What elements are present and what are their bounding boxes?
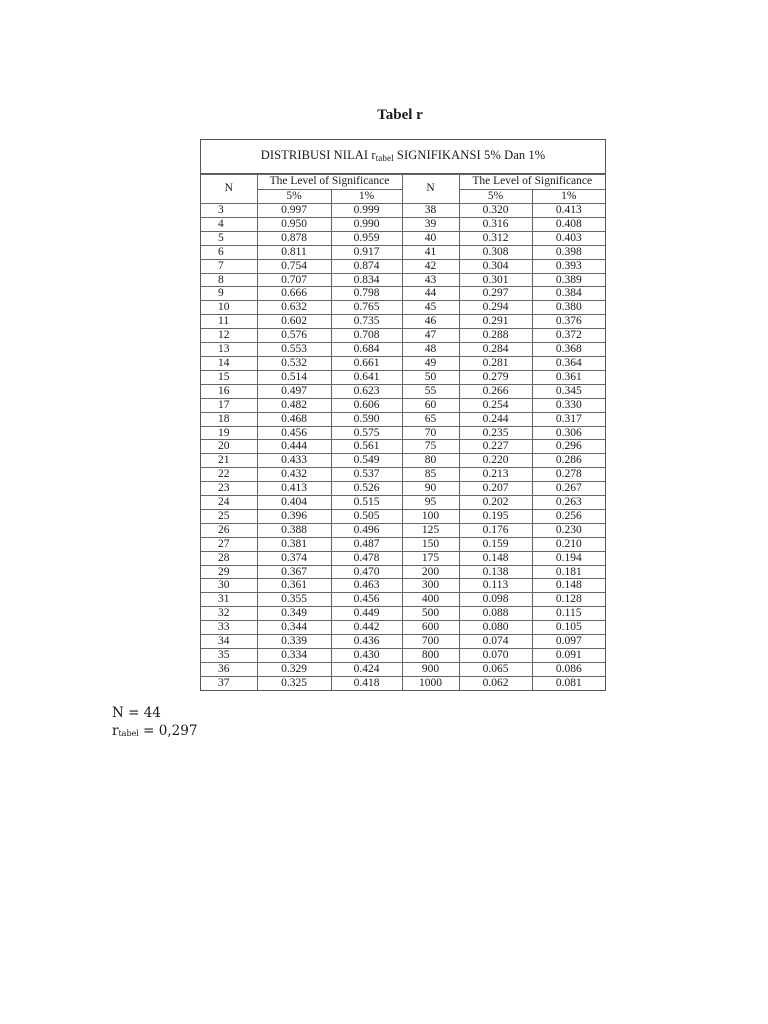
cell-r1-right: 0.398	[532, 245, 605, 259]
cell-r5-right: 0.254	[459, 398, 532, 412]
cell-r5-right: 0.227	[459, 440, 532, 454]
cell-r5-left: 0.878	[257, 231, 331, 245]
cell-r1-right: 0.393	[532, 259, 605, 273]
table-row	[201, 204, 605, 218]
cell-r5-right: 0.088	[459, 607, 532, 621]
cell-r1-right: 0.278	[532, 468, 605, 482]
cell-r5-right: 0.288	[459, 329, 532, 343]
cell-n-right: 48	[402, 343, 459, 357]
cell-r1-left: 0.641	[331, 370, 402, 384]
table-row	[201, 273, 605, 287]
cell-n-left: 6	[201, 245, 257, 259]
table-header-row	[201, 175, 605, 190]
header-n-right: N	[402, 175, 459, 204]
cell-r5-left: 0.497	[257, 384, 331, 398]
cell-n-left: 22	[201, 468, 257, 482]
table-row	[201, 412, 605, 426]
cell-r1-left: 0.526	[331, 482, 402, 496]
result-r-line	[112, 722, 197, 743]
cell-n-right: 900	[402, 662, 459, 676]
cell-r1-left: 0.798	[331, 287, 402, 301]
cell-n-right: 55	[402, 384, 459, 398]
cell-r1-right: 0.330	[532, 398, 605, 412]
cell-r1-left: 0.735	[331, 315, 402, 329]
cell-r1-right: 0.267	[532, 482, 605, 496]
cell-r1-left: 0.449	[331, 607, 402, 621]
cell-n-left: 10	[201, 301, 257, 315]
page-title: Tabel r	[377, 107, 423, 123]
cell-r5-right: 0.266	[459, 384, 532, 398]
cell-n-right: 400	[402, 593, 459, 607]
table-row	[201, 287, 605, 301]
cell-r1-right: 0.376	[532, 315, 605, 329]
cell-n-right: 39	[402, 217, 459, 231]
cell-r1-right: 0.364	[532, 356, 605, 370]
cell-r1-right: 0.086	[532, 662, 605, 676]
cell-r1-right: 0.181	[532, 565, 605, 579]
cell-r1-left: 0.561	[331, 440, 402, 454]
cell-r1-right: 0.230	[532, 523, 605, 537]
cell-n-left: 35	[201, 649, 257, 663]
cell-n-left: 11	[201, 315, 257, 329]
table-row	[201, 579, 605, 593]
cell-n-right: 1000	[402, 676, 459, 689]
cell-n-left: 30	[201, 579, 257, 593]
cell-n-left: 37	[201, 676, 257, 689]
table-row	[201, 301, 605, 315]
header-1pct-left: 1%	[331, 189, 402, 204]
cell-r5-right: 0.207	[459, 482, 532, 496]
cell-n-left: 28	[201, 551, 257, 565]
cell-r5-right: 0.176	[459, 523, 532, 537]
header-significance-right: The Level of Significance	[459, 175, 605, 190]
cell-r5-right: 0.220	[459, 454, 532, 468]
cell-n-left: 17	[201, 398, 257, 412]
cell-n-left: 32	[201, 607, 257, 621]
header-5pct-left: 5%	[257, 189, 331, 204]
result-n-line: N = 44	[112, 705, 161, 721]
cell-r5-right: 0.320	[459, 204, 532, 218]
cell-n-right: 150	[402, 537, 459, 551]
cell-r1-right: 0.317	[532, 412, 605, 426]
cell-n-right: 44	[402, 287, 459, 301]
cell-n-right: 125	[402, 523, 459, 537]
cell-r1-left: 0.537	[331, 468, 402, 482]
cell-r5-right: 0.098	[459, 593, 532, 607]
cell-n-left: 33	[201, 621, 257, 635]
cell-n-right: 70	[402, 426, 459, 440]
header-5pct-right: 5%	[459, 189, 532, 204]
cell-r5-left: 0.997	[257, 204, 331, 218]
table-row	[201, 593, 605, 607]
cell-r5-right: 0.148	[459, 551, 532, 565]
table-row	[201, 468, 605, 482]
r-table-container	[200, 139, 606, 691]
cell-r5-right: 0.080	[459, 621, 532, 635]
cell-n-right: 90	[402, 482, 459, 496]
cell-r1-left: 0.442	[331, 621, 402, 635]
cell-r1-right: 0.296	[532, 440, 605, 454]
cell-n-left: 34	[201, 635, 257, 649]
cell-r1-left: 0.917	[331, 245, 402, 259]
cell-r1-left: 0.999	[331, 204, 402, 218]
cell-r5-left: 0.754	[257, 259, 331, 273]
cell-r1-right: 0.361	[532, 370, 605, 384]
cell-r5-left: 0.367	[257, 565, 331, 579]
cell-r1-left: 0.436	[331, 635, 402, 649]
cell-r5-left: 0.811	[257, 245, 331, 259]
cell-r1-right: 0.194	[532, 551, 605, 565]
cell-r5-left: 0.374	[257, 551, 331, 565]
cell-r5-right: 0.213	[459, 468, 532, 482]
table-row	[201, 551, 605, 565]
cell-r1-right: 0.148	[532, 579, 605, 593]
cell-r1-right: 0.306	[532, 426, 605, 440]
cell-r1-right: 0.256	[532, 509, 605, 523]
table-row	[201, 496, 605, 510]
cell-n-left: 31	[201, 593, 257, 607]
cell-n-right: 300	[402, 579, 459, 593]
cell-r1-left: 0.990	[331, 217, 402, 231]
cell-r1-left: 0.590	[331, 412, 402, 426]
cell-r5-right: 0.138	[459, 565, 532, 579]
cell-r1-right: 0.408	[532, 217, 605, 231]
table-row	[201, 217, 605, 231]
cell-r5-left: 0.334	[257, 649, 331, 663]
table-row	[201, 635, 605, 649]
cell-n-left: 4	[201, 217, 257, 231]
cell-r1-right: 0.403	[532, 231, 605, 245]
cell-r5-left: 0.666	[257, 287, 331, 301]
cell-r5-left: 0.950	[257, 217, 331, 231]
cell-n-right: 47	[402, 329, 459, 343]
cell-n-right: 700	[402, 635, 459, 649]
cell-r1-right: 0.368	[532, 343, 605, 357]
cell-n-left: 23	[201, 482, 257, 496]
cell-r5-right: 0.070	[459, 649, 532, 663]
cell-r5-left: 0.632	[257, 301, 331, 315]
cell-n-left: 8	[201, 273, 257, 287]
result-r-prefix: r	[112, 723, 119, 739]
cell-r5-right: 0.062	[459, 676, 532, 689]
cell-n-right: 175	[402, 551, 459, 565]
cell-r1-right: 0.128	[532, 593, 605, 607]
table-row	[201, 482, 605, 496]
caption-suffix: SIGNIFIKANSI 5% Dan 1%	[393, 148, 546, 162]
cell-n-left: 20	[201, 440, 257, 454]
cell-r5-right: 0.244	[459, 412, 532, 426]
cell-n-right: 100	[402, 509, 459, 523]
table-row	[201, 231, 605, 245]
cell-r1-left: 0.505	[331, 509, 402, 523]
cell-r5-right: 0.113	[459, 579, 532, 593]
cell-n-right: 85	[402, 468, 459, 482]
cell-r5-right: 0.294	[459, 301, 532, 315]
cell-n-left: 14	[201, 356, 257, 370]
cell-r5-left: 0.329	[257, 662, 331, 676]
cell-r1-right: 0.384	[532, 287, 605, 301]
cell-r1-right: 0.380	[532, 301, 605, 315]
cell-r1-left: 0.834	[331, 273, 402, 287]
cell-r5-right: 0.291	[459, 315, 532, 329]
cell-r5-left: 0.482	[257, 398, 331, 412]
cell-n-left: 21	[201, 454, 257, 468]
table-row	[201, 440, 605, 454]
cell-r1-left: 0.470	[331, 565, 402, 579]
cell-r5-left: 0.468	[257, 412, 331, 426]
cell-r5-right: 0.297	[459, 287, 532, 301]
table-row	[201, 259, 605, 273]
cell-r5-right: 0.065	[459, 662, 532, 676]
table-row	[201, 509, 605, 523]
cell-n-left: 24	[201, 496, 257, 510]
cell-r5-right: 0.195	[459, 509, 532, 523]
cell-n-right: 49	[402, 356, 459, 370]
table-caption	[201, 140, 605, 174]
cell-r5-left: 0.432	[257, 468, 331, 482]
cell-r1-left: 0.874	[331, 259, 402, 273]
cell-r5-left: 0.456	[257, 426, 331, 440]
cell-r1-left: 0.959	[331, 231, 402, 245]
cell-r5-left: 0.381	[257, 537, 331, 551]
cell-n-right: 43	[402, 273, 459, 287]
header-1pct-right: 1%	[532, 189, 605, 204]
table-row	[201, 649, 605, 663]
cell-n-left: 19	[201, 426, 257, 440]
result-block	[112, 704, 197, 743]
table-row	[201, 343, 605, 357]
table-row	[201, 398, 605, 412]
cell-r5-left: 0.413	[257, 482, 331, 496]
cell-n-left: 29	[201, 565, 257, 579]
cell-r5-right: 0.312	[459, 231, 532, 245]
table-row	[201, 384, 605, 398]
cell-n-left: 27	[201, 537, 257, 551]
cell-n-left: 16	[201, 384, 257, 398]
cell-r5-left: 0.344	[257, 621, 331, 635]
cell-n-right: 41	[402, 245, 459, 259]
cell-n-left: 13	[201, 343, 257, 357]
cell-r5-left: 0.325	[257, 676, 331, 689]
caption-prefix: DISTRIBUSI NILAI r	[260, 148, 376, 162]
cell-n-left: 15	[201, 370, 257, 384]
cell-n-left: 25	[201, 509, 257, 523]
table-row	[201, 426, 605, 440]
cell-r5-right: 0.159	[459, 537, 532, 551]
cell-n-left: 18	[201, 412, 257, 426]
cell-n-right: 38	[402, 204, 459, 218]
table-row	[201, 454, 605, 468]
cell-r1-left: 0.515	[331, 496, 402, 510]
cell-r5-right: 0.316	[459, 217, 532, 231]
cell-r5-right: 0.308	[459, 245, 532, 259]
cell-r1-left: 0.606	[331, 398, 402, 412]
cell-n-right: 45	[402, 301, 459, 315]
cell-r5-left: 0.532	[257, 356, 331, 370]
cell-n-left: 9	[201, 287, 257, 301]
cell-r5-left: 0.349	[257, 607, 331, 621]
cell-r5-left: 0.602	[257, 315, 331, 329]
cell-r1-left: 0.575	[331, 426, 402, 440]
cell-n-left: 26	[201, 523, 257, 537]
cell-n-left: 5	[201, 231, 257, 245]
cell-r5-left: 0.707	[257, 273, 331, 287]
cell-r5-left: 0.388	[257, 523, 331, 537]
cell-r1-left: 0.623	[331, 384, 402, 398]
cell-r5-left: 0.339	[257, 635, 331, 649]
cell-n-right: 800	[402, 649, 459, 663]
cell-r1-left: 0.487	[331, 537, 402, 551]
cell-n-left: 36	[201, 662, 257, 676]
table-row	[201, 356, 605, 370]
cell-r5-right: 0.235	[459, 426, 532, 440]
cell-n-left: 3	[201, 204, 257, 218]
cell-r1-right: 0.372	[532, 329, 605, 343]
cell-r1-right: 0.091	[532, 649, 605, 663]
cell-r5-left: 0.444	[257, 440, 331, 454]
cell-r1-right: 0.097	[532, 635, 605, 649]
table-row	[201, 565, 605, 579]
cell-r1-right: 0.263	[532, 496, 605, 510]
cell-r5-right: 0.304	[459, 259, 532, 273]
table-row	[201, 245, 605, 259]
cell-r1-left: 0.424	[331, 662, 402, 676]
cell-r5-left: 0.404	[257, 496, 331, 510]
cell-n-right: 60	[402, 398, 459, 412]
cell-r5-left: 0.576	[257, 329, 331, 343]
table-row	[201, 662, 605, 676]
cell-n-right: 600	[402, 621, 459, 635]
cell-n-right: 40	[402, 231, 459, 245]
table-row	[201, 676, 605, 689]
cell-n-right: 46	[402, 315, 459, 329]
header-n-left: N	[201, 175, 257, 204]
cell-r1-left: 0.661	[331, 356, 402, 370]
cell-r1-left: 0.765	[331, 301, 402, 315]
cell-r5-right: 0.202	[459, 496, 532, 510]
cell-r5-right: 0.281	[459, 356, 532, 370]
cell-n-right: 42	[402, 259, 459, 273]
cell-r1-left: 0.549	[331, 454, 402, 468]
cell-r5-right: 0.279	[459, 370, 532, 384]
cell-n-right: 75	[402, 440, 459, 454]
cell-r1-right: 0.286	[532, 454, 605, 468]
cell-r1-right: 0.210	[532, 537, 605, 551]
cell-r1-left: 0.496	[331, 523, 402, 537]
cell-n-left: 12	[201, 329, 257, 343]
cell-n-right: 50	[402, 370, 459, 384]
r-table	[201, 174, 605, 690]
result-r-subscript: tabel	[118, 729, 139, 738]
cell-n-left: 7	[201, 259, 257, 273]
table-row	[201, 607, 605, 621]
cell-r5-left: 0.433	[257, 454, 331, 468]
cell-r1-right: 0.345	[532, 384, 605, 398]
cell-n-right: 500	[402, 607, 459, 621]
cell-r1-left: 0.456	[331, 593, 402, 607]
cell-n-right: 95	[402, 496, 459, 510]
table-row	[201, 329, 605, 343]
cell-r5-left: 0.355	[257, 593, 331, 607]
table-row	[201, 621, 605, 635]
cell-r1-left: 0.684	[331, 343, 402, 357]
table-body	[201, 204, 605, 690]
cell-r1-right: 0.081	[532, 676, 605, 689]
table-row	[201, 537, 605, 551]
cell-r5-right: 0.284	[459, 343, 532, 357]
cell-r1-left: 0.708	[331, 329, 402, 343]
cell-r1-right: 0.389	[532, 273, 605, 287]
cell-r1-left: 0.430	[331, 649, 402, 663]
cell-r1-left: 0.418	[331, 676, 402, 689]
cell-r1-left: 0.463	[331, 579, 402, 593]
cell-r1-right: 0.115	[532, 607, 605, 621]
cell-r1-left: 0.478	[331, 551, 402, 565]
cell-n-right: 200	[402, 565, 459, 579]
cell-n-right: 80	[402, 454, 459, 468]
result-r-value: = 0,297	[138, 723, 198, 739]
cell-r1-right: 0.413	[532, 204, 605, 218]
cell-n-right: 65	[402, 412, 459, 426]
cell-r5-left: 0.396	[257, 509, 331, 523]
cell-r5-left: 0.553	[257, 343, 331, 357]
table-row	[201, 315, 605, 329]
cell-r5-right: 0.301	[459, 273, 532, 287]
table-row	[201, 370, 605, 384]
caption-subscript: tabel	[375, 153, 394, 163]
cell-r5-right: 0.074	[459, 635, 532, 649]
cell-r1-right: 0.105	[532, 621, 605, 635]
cell-r5-left: 0.514	[257, 370, 331, 384]
cell-r5-left: 0.361	[257, 579, 331, 593]
table-row	[201, 523, 605, 537]
header-significance-left: The Level of Significance	[257, 175, 402, 190]
